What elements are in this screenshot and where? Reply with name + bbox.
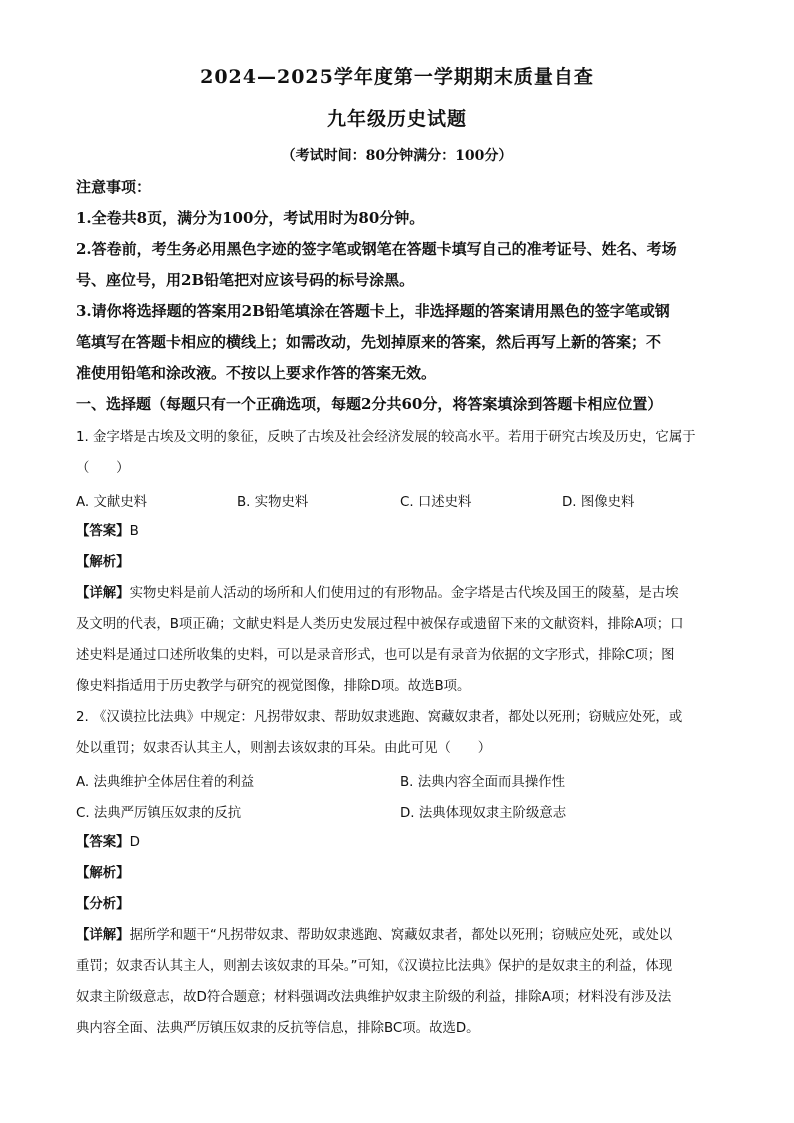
q1-analysis-label: 【解析】	[76, 555, 130, 570]
q1-stem-line-2: （ ）	[76, 461, 130, 476]
q2-stem-line-2: 处以重罚；奴隶否认其主人，则割去该奴隶的耳朵。由此可见（ ）	[76, 741, 492, 756]
q2-detail-label: 【详解】	[76, 928, 130, 943]
q1-answer	[76, 516, 726, 547]
notice-item-2-line-2: 号、座位号，用2B铅笔把对应该号码的标号涂黑。	[76, 271, 415, 289]
q1-stem-line-1: 1. 金字塔是古埃及文明的象征，反映了古埃及社会经济发展的较高水平。若用于研究古埃及历史，它属于	[76, 430, 696, 445]
notice-item-2-line-1: 2.答卷前，考生务必用黑色字迹的签字笔或钢笔在答题卡填写自己的准考证号、姓名、考场	[76, 240, 677, 258]
q2-answer	[76, 827, 726, 858]
q2-fenxi-label: 【分析】	[76, 897, 130, 912]
q1-detail-line-3: 述史料是通过口述所收集的史料，可以是录音形式，也可以是有录音为依据的文字形式，排除C项；图	[76, 648, 675, 663]
q2-answer-label: 【答案】	[76, 835, 130, 850]
q1-solution	[76, 516, 726, 702]
question-2	[76, 702, 726, 764]
q2-stem-line-1: 2. 《汉谟拉比法典》中规定：凡拐带奴隶、帮助奴隶逃跑、窝藏奴隶者，都处以死刑；窃贼应处死，或	[76, 710, 683, 725]
q1-detail-line-2: 及文明的代表，B项正确；文献史料是人类历史发展过程中被保存或遗留下来的文献资料，排除A项；口	[76, 617, 684, 632]
exam-title: 2024—2025学年度第一学期期末质量自查	[200, 66, 594, 88]
notice-item-3-line-1: 3.请你将选择题的答案用2B铅笔填涂在答题卡上，非选择题的答案请用黑色的签字笔或钢	[76, 302, 670, 320]
notice-section	[76, 172, 726, 420]
q2-detail-line-1	[76, 920, 726, 951]
q1-answer-label: 【答案】	[76, 524, 130, 539]
q1-detail-line-1	[76, 578, 726, 609]
q1-option-d: D. 图像史料	[562, 495, 635, 510]
q2-option-c: C. 法典严厉镇压奴隶的反抗	[76, 806, 242, 821]
notice-item-1: 1.全卷共8页，满分为100分，考试用时为80分钟。	[76, 209, 425, 227]
section-1-heading: 一、选择题（每题只有一个正确选项，每题2分共60分，将答案填涂到答题卡相应位置）	[76, 395, 663, 413]
exam-subtitle: 九年级历史试题	[326, 108, 467, 130]
q1-option-b: B. 实物史料	[237, 495, 309, 510]
q1-answer-value: B	[129, 524, 139, 539]
q1-detail-line-4: 像史料指适用于历史教学与研究的视觉图像，排除D项。故选B项。	[76, 679, 471, 694]
q2-option-a: A. 法典维护全体居住着的利益	[76, 775, 255, 790]
q1-detail-text-1: 实物史料是前人活动的场所和人们使用过的有形物品。金字塔是古代埃及国王的陵墓，是古埃	[129, 586, 679, 601]
q2-detail-line-3: 奴隶主阶级意志，故D符合题意；材料强调改法典维护奴隶主阶级的利益，排除A项；材料没有涉及法	[76, 990, 672, 1005]
exam-info: （考试时间：80分钟满分：100分）	[281, 148, 513, 164]
q2-analysis-label: 【解析】	[76, 866, 130, 881]
q2-detail-line-2: 重罚；奴隶否认其主人，则割去该奴隶的耳朵。”可知，《汉谟拉比法典》保护的是奴隶主的利益，体现	[76, 959, 673, 974]
q1-detail-label: 【详解】	[76, 586, 130, 601]
notice-item-3-line-3: 准使用铅笔和涂改液。不按以上要求作答的答案无效。	[76, 364, 437, 382]
notice-item-3-line-2: 笔填写在答题卡相应的横线上；如需改动，先划掉原来的答案，然后再写上新的答案；不	[76, 333, 662, 351]
q1-option-c: C. 口述史料	[400, 495, 472, 510]
question-1	[76, 422, 726, 484]
q2-answer-value: D	[129, 835, 140, 850]
q2-solution	[76, 827, 726, 1044]
q1-option-a: A. 文献史料	[76, 495, 147, 510]
q2-detail-line-4: 典内容全面、法典严厉镇压奴隶的反抗等信息，排除BC项。故选D。	[76, 1021, 480, 1036]
notice-heading: 注意事项：	[76, 178, 152, 196]
q2-option-d: D. 法典体现奴隶主阶级意志	[400, 806, 567, 821]
q2-option-b: B. 法典内容全面而具操作性	[400, 775, 565, 790]
q2-detail-text-1: 据所学和题干“凡拐带奴隶、帮助奴隶逃跑、窝藏奴隶者，都处以死刑；窃贼应处死，或处以	[129, 928, 673, 943]
